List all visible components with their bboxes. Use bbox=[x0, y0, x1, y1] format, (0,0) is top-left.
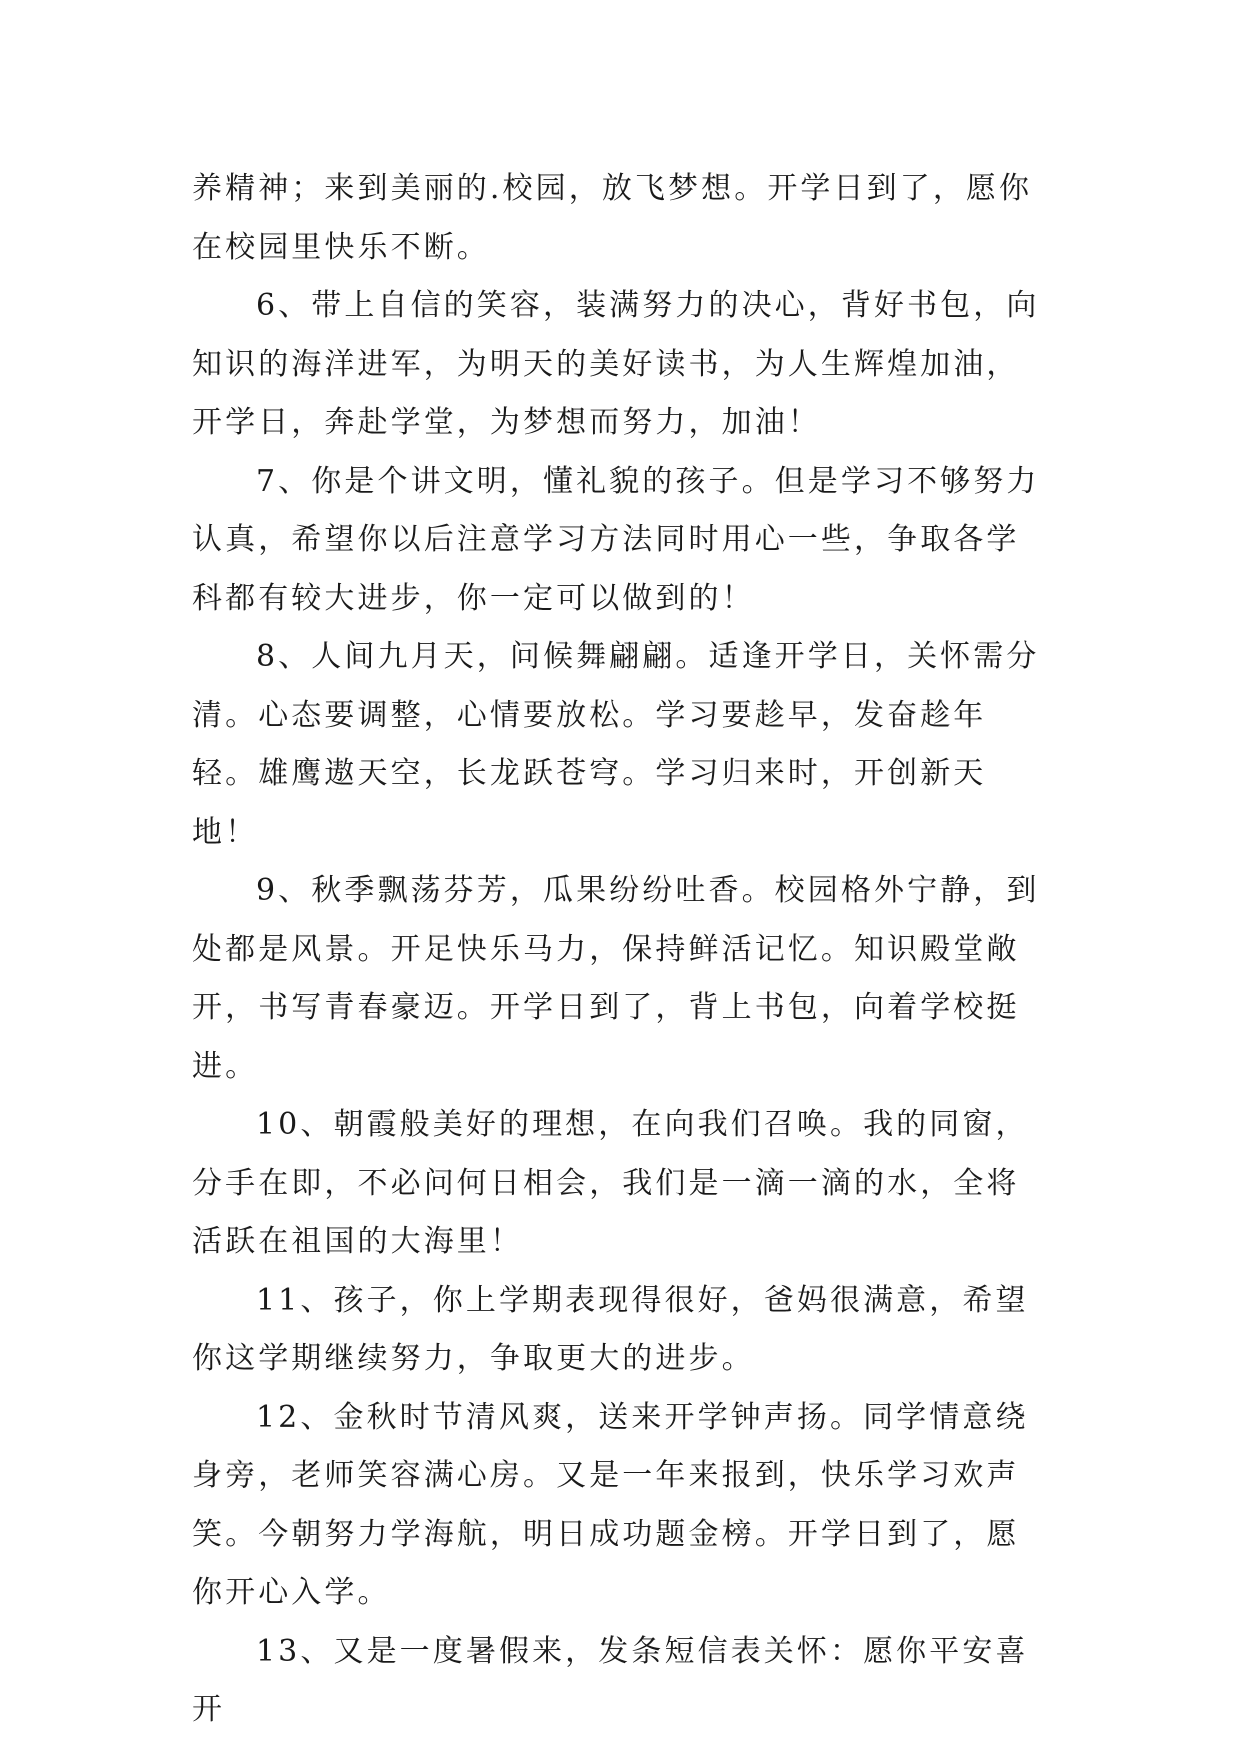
paragraph-item-12: 12、金秋时节清风爽，送来开学钟声扬。同学情意绕身旁，老师笑容满心房。又是一年来报到，快乐学习欢声笑。今朝努力学海航，明日成功题金榜。开学日到了，愿你开心入学。 bbox=[192, 1399, 1029, 1610]
paragraph-item-11: 11、孩子，你上学期表现得很好，爸妈很满意，希望你这学期继续努力，争取更大的进步。 bbox=[192, 1282, 1029, 1376]
paragraph-item-9: 9、秋季飘荡芬芳，瓜果纷纷吐香。校园格外宁静，到处都是风景。开足快乐马力，保持鲜活记忆。知识殿堂敞开，书写青春豪迈。开学日到了，背上书包，向着学校挺进。 bbox=[192, 873, 1040, 1084]
paragraph-item-7: 7、你是个讲文明，懂礼貌的孩子。但是学习不够努力认真，希望你以后注意学习方法同时用心一些，争取各学科都有较大进步，你一定可以做到的！ bbox=[192, 463, 1040, 616]
paragraph-continued: 养精神；来到美丽的.校园，放飞梦想。开学日到了，愿你在校园里快乐不断。 bbox=[192, 171, 1033, 265]
paragraph-item-6: 6、带上自信的笑容，装满努力的决心，背好书包，向知识的海洋进军，为明天的美好读书，为人生辉煌加油，开学日，奔赴学堂，为梦想而努力，加油！ bbox=[192, 288, 1040, 440]
paragraph-item-8: 8、人间九月天，问候舞翩翩。适逢开学日，关怀需分清。心态要调整，心情要放松。学习要趁早，发奋趁年轻。雄鹰遨天空，长龙跃苍穹。学习归来时，开创新天地！ bbox=[192, 639, 1040, 850]
paragraph-item-13: 13、又是一度暑假来，发条短信表关怀：愿你平安喜开 bbox=[192, 1633, 1029, 1727]
document-body bbox=[192, 160, 1052, 1740]
paragraph-item-10: 10、朝霞般美好的理想，在向我们召唤。我的同窗，分手在即，不必问何日相会，我们是一滴一滴的水，全将活跃在祖国的大海里！ bbox=[192, 1107, 1029, 1259]
